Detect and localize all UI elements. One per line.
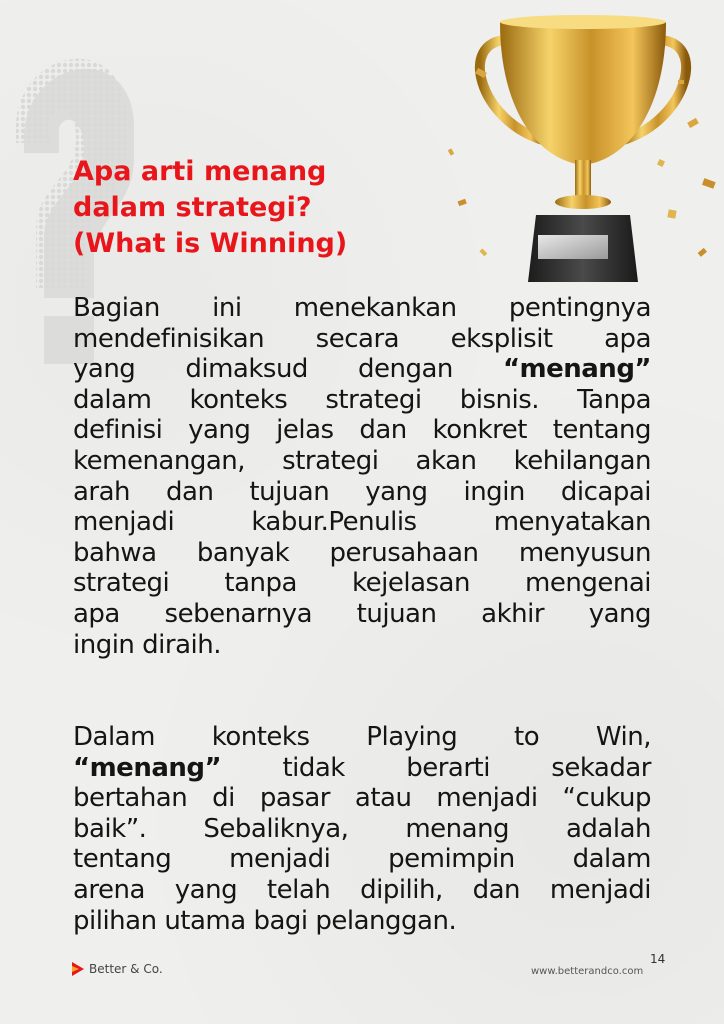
paragraph-1-line: strategi tanpa kejelasan mengenai (73, 568, 651, 599)
logo-icon (72, 962, 84, 976)
paragraph-1-line (73, 354, 651, 385)
paragraph-1-line: apa sebenarnya tujuan akhir yang (73, 598, 651, 629)
paragraph-1-line: kemenangan, strategi akan kehilangan (73, 445, 651, 476)
paragraph-2-line: pilihan utama bagi pelanggan. (73, 905, 457, 936)
paragraph-2-text: tidak berarti sekadar (282, 752, 651, 783)
paragraph-1-line: bahwa banyak perusahaan menyusun (73, 537, 651, 568)
page-number: 14 (650, 952, 666, 966)
paragraph-1-text: yang dimaksud dengan (73, 354, 453, 385)
paragraph-2-line: baik”. Sebaliknya, menang adalah (73, 813, 651, 844)
paragraph-1-line: menjadi kabur.Penulis menyatakan (73, 507, 651, 538)
paragraph-1-line: definisi yang jelas dan konkret tentang (73, 415, 651, 446)
paragraph-2 (73, 722, 651, 936)
title-line-3: (What is Winning) (73, 228, 348, 259)
trophy-icon (418, 0, 724, 300)
paragraph-1-line: arah dan tujuan yang ingin dicapai (73, 476, 651, 507)
paragraph-2-line: Dalam konteks Playing to Win, (73, 722, 651, 752)
paragraph-2-line: tentang menjadi pemimpin dalam (73, 844, 651, 875)
footer-url: www.betterandco.com (531, 966, 644, 977)
page-title (73, 154, 413, 262)
emphasis-menang: “menang” (73, 752, 222, 783)
title-line-1: Apa arti menang (73, 156, 327, 187)
paragraph-2-line (73, 753, 651, 784)
paragraph-1 (73, 293, 651, 660)
paragraph-2-line: arena yang telah dipilih, dan menjadi (73, 874, 651, 905)
footer-brand (72, 962, 163, 976)
paragraph-2-line: bertahan di pasar atau menjadi “cukup (73, 783, 651, 814)
paragraph-1-line: dalam konteks strategi bisnis. Tanpa (73, 384, 651, 415)
emphasis-menang: “menang” (502, 354, 652, 385)
paragraph-1-line: mendefinisikan secara eksplisit apa (73, 323, 651, 354)
brand-name: Better & Co. (89, 962, 163, 976)
paragraph-1-line: Bagian ini menekankan pentingnya (73, 293, 651, 323)
title-line-2: dalam strategi? (73, 192, 312, 223)
paragraph-1-line: ingin diraih. (73, 629, 221, 660)
